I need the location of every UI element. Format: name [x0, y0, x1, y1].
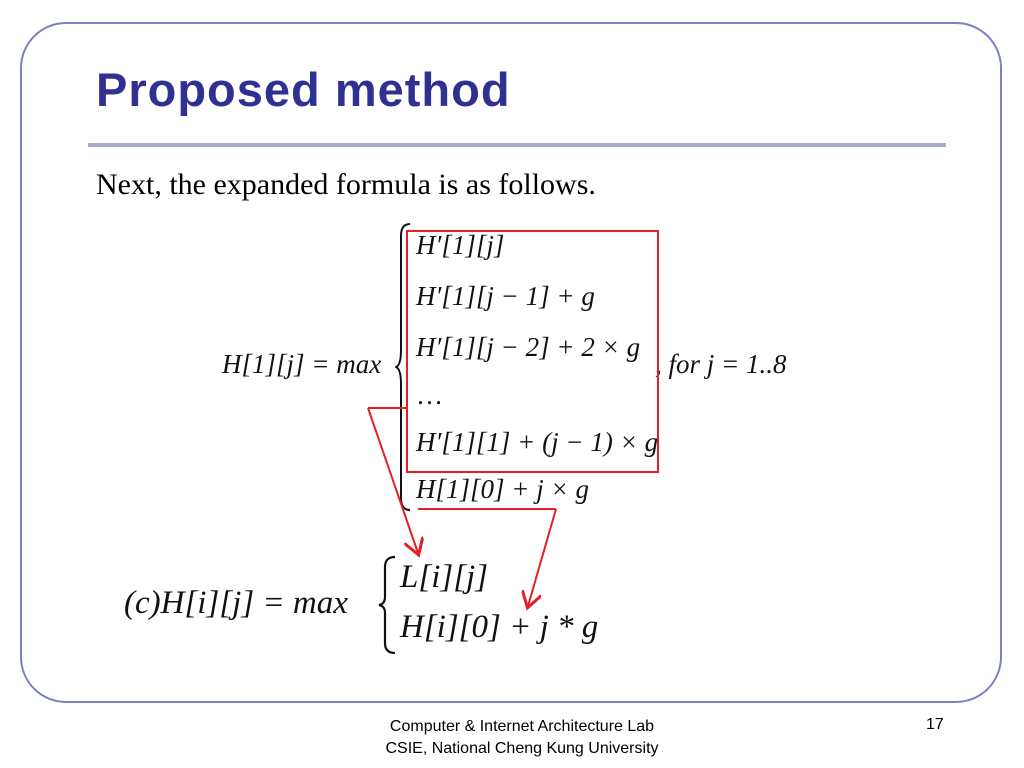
equation-c-case-1: L[i][j] [400, 559, 489, 595]
body-text: Next, the expanded formula is as follows. [96, 168, 596, 201]
main-case-3: H′[1][j − 2] + 2 × g [416, 332, 641, 362]
footer [312, 716, 732, 760]
main-case-1: H′[1][j] [416, 230, 505, 260]
slide-title: Proposed method [96, 63, 511, 116]
footer-line-2: CSIE, National Cheng Kung University [385, 740, 659, 757]
main-equation-condition: , for j = 1..8 [655, 349, 787, 379]
footer-line-1: Computer & Internet Architecture Lab [389, 718, 655, 735]
equation-c-case-2: H[i][0] + j * g [400, 609, 599, 645]
arrow-underline-to-H [528, 509, 556, 606]
main-case-4: … [416, 380, 443, 410]
main-case-6: H[1][0] + j × g [416, 474, 589, 504]
main-equation-lhs: H[1][j] = max [222, 349, 382, 379]
arrow-box-to-L-diagonal [368, 408, 418, 553]
page-number: 17 [926, 716, 944, 733]
main-case-5: H′[1][1] + (j − 1) × g [416, 427, 659, 457]
equation-c-lhs: (c)H[i][j] = max [124, 585, 348, 621]
main-case-2: H′[1][j − 1] + g [416, 281, 595, 311]
